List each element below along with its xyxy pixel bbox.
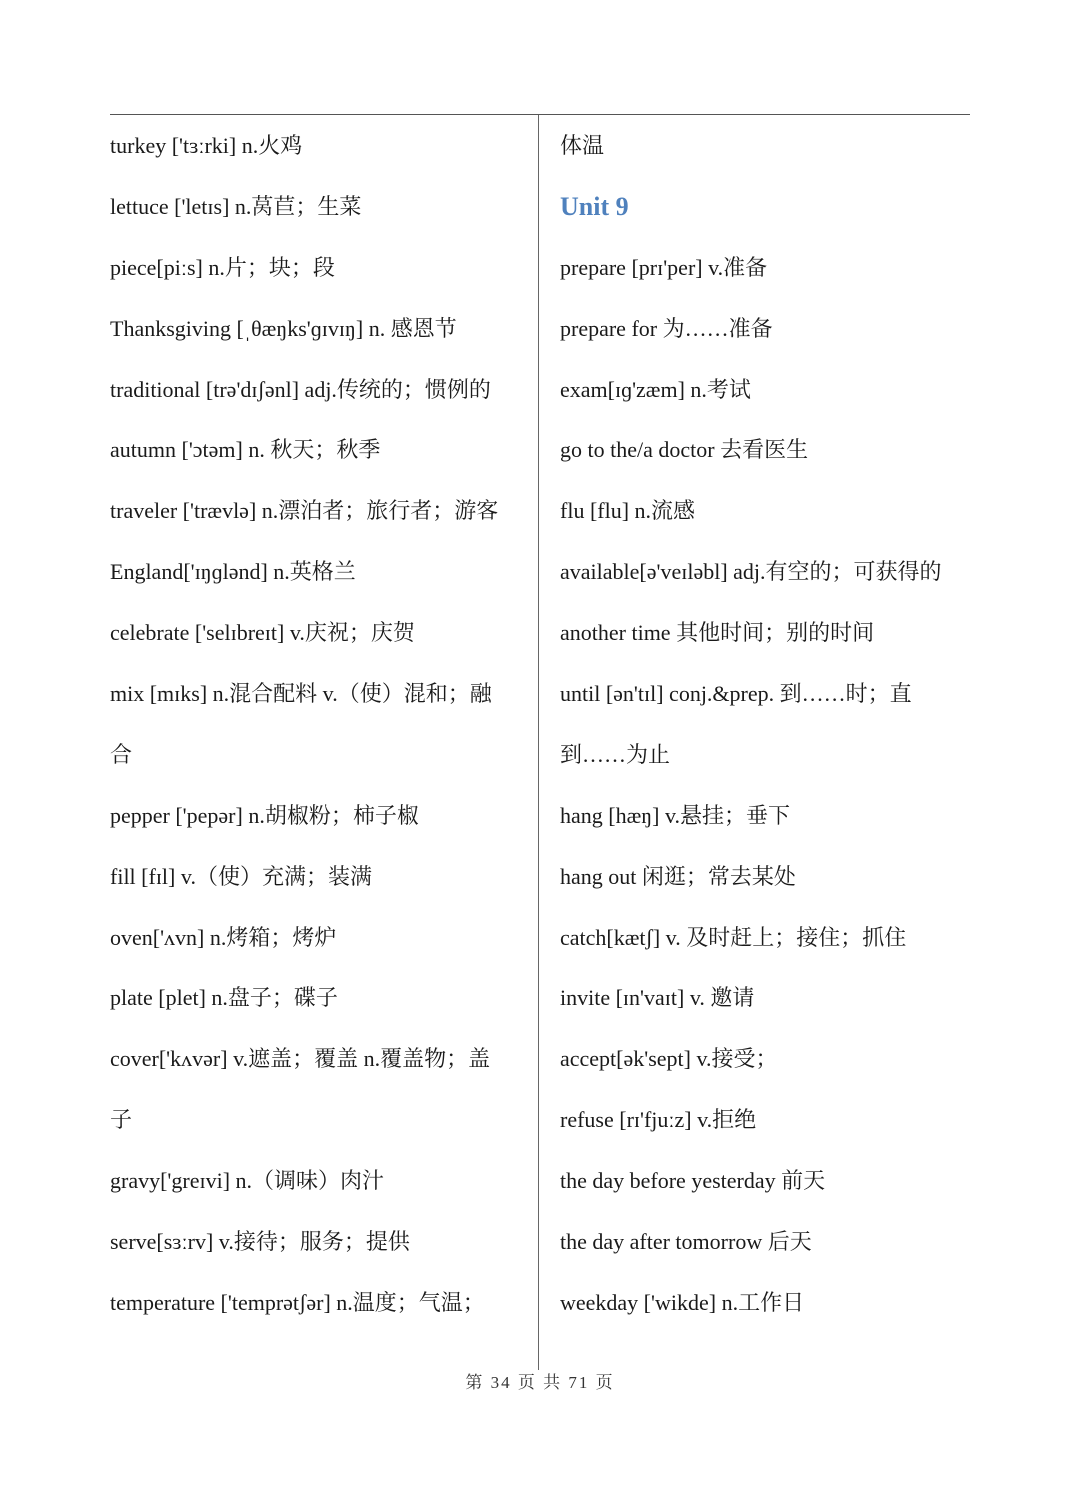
vocab-entry-accept: accept[ək'sept] v.接受； — [560, 1046, 778, 1072]
vocab-entry-temperature-cont: 体温 — [560, 133, 605, 158]
vocab-entry-mix-cont: 合 — [110, 741, 133, 767]
vocab-entry-day-before-yesterday: the day before yesterday 前天 — [560, 1168, 826, 1194]
left-column — [110, 116, 530, 1334]
vocab-entry-fill: fill [fɪl] v.（使）充满；装满 — [110, 863, 372, 889]
vocab-entry-temperature: temperature ['temprətʃər] n.温度；气温； — [110, 1289, 485, 1315]
vocab-entry-invite: invite [ɪn'vaɪt] v. 邀请 — [560, 985, 755, 1011]
unit-heading: Unit 9 — [560, 191, 629, 221]
vocab-entry-go-to-doctor: go to the/a doctor 去看医生 — [560, 437, 809, 463]
vocab-entry-gravy: gravy['greɪvi] n.（调味）肉汁 — [110, 1168, 385, 1194]
vocab-entry-piece: piece[piːs] n.片；块；段 — [110, 254, 335, 280]
vocab-entry-refuse: refuse [rɪ'fjuːz] v.拒绝 — [560, 1107, 757, 1133]
vocab-entry-turkey: turkey ['tɜːrki] n.火鸡 — [110, 133, 303, 158]
vocab-entry-exam: exam[ɪɡ'zæm] n.考试 — [560, 376, 751, 402]
vocab-entry-plate: plate [plet] n.盘子；碟子 — [110, 985, 338, 1011]
vocab-entry-hang: hang [hæŋ] v.悬挂；垂下 — [560, 802, 791, 828]
vocab-entry-hang-out: hang out 闲逛；常去某处 — [560, 863, 796, 889]
vocab-entry-day-after-tomorrow: the day after tomorrow 后天 — [560, 1229, 812, 1255]
page-footer: 第 34 页 共 71 页 — [465, 1373, 615, 1392]
vocab-entry-prepare: prepare [prɪ'per] v.准备 — [560, 254, 768, 280]
vocab-entry-traveler: traveler ['trævlə] n.漂泊者；旅行者；游客 — [110, 498, 499, 524]
vocab-entry-catch: catch[kætʃ] v. 及时赶上；接住；抓住 — [560, 924, 907, 950]
vocab-entry-lettuce: lettuce ['letɪs] n.莴苣；生菜 — [110, 193, 362, 219]
vocab-entry-traditional: traditional [trə'dɪʃənl] adj.传统的；惯例的 — [110, 376, 491, 402]
vocab-entry-weekday: weekday ['wikde] n.工作日 — [560, 1289, 805, 1315]
vocab-entry-thanksgiving: Thanksgiving [ˌθæŋks'ɡɪvɪŋ] n. 感恩节 — [110, 315, 457, 341]
vocab-entry-england: England['ɪŋɡlənd] n.英格兰 — [110, 559, 356, 585]
vocab-entry-mix: mix [mɪks] n.混合配料 v.（使）混和；融 — [110, 681, 492, 707]
column-divider — [538, 115, 539, 1370]
vocab-entry-serve: serve[sɜːrv] v.接待；服务；提供 — [110, 1229, 410, 1255]
vocab-entry-pepper: pepper ['pepər] n.胡椒粉；柿子椒 — [110, 802, 419, 828]
vocab-entry-cover: cover['kʌvər] v.遮盖；覆盖 n.覆盖物；盖 — [110, 1046, 491, 1072]
vocab-entry-oven: oven['ʌvn] n.烤箱；烤炉 — [110, 924, 337, 950]
vocab-entry-another-time: another time 其他时间；别的时间 — [560, 620, 875, 646]
vocab-entry-until-cont: 到……为止 — [560, 741, 671, 767]
vocab-entry-cover-cont: 子 — [110, 1107, 133, 1133]
vocab-entry-celebrate: celebrate ['selɪbreɪt] v.庆祝；庆贺 — [110, 620, 415, 646]
vocab-entry-until: until [ən'tɪl] conj.&prep. 到……时；直 — [560, 681, 912, 707]
vocab-entry-available: available[ə'veɪləbl] adj.有空的；可获得的 — [560, 559, 942, 585]
vocab-entry-flu: flu [flu] n.流感 — [560, 498, 696, 524]
vocab-entry-prepare-for: prepare for 为……准备 — [560, 315, 773, 341]
vocab-entry-autumn: autumn ['ɔtəm] n. 秋天；秋季 — [110, 437, 381, 463]
right-column — [560, 116, 980, 1334]
top-rule — [110, 114, 970, 115]
